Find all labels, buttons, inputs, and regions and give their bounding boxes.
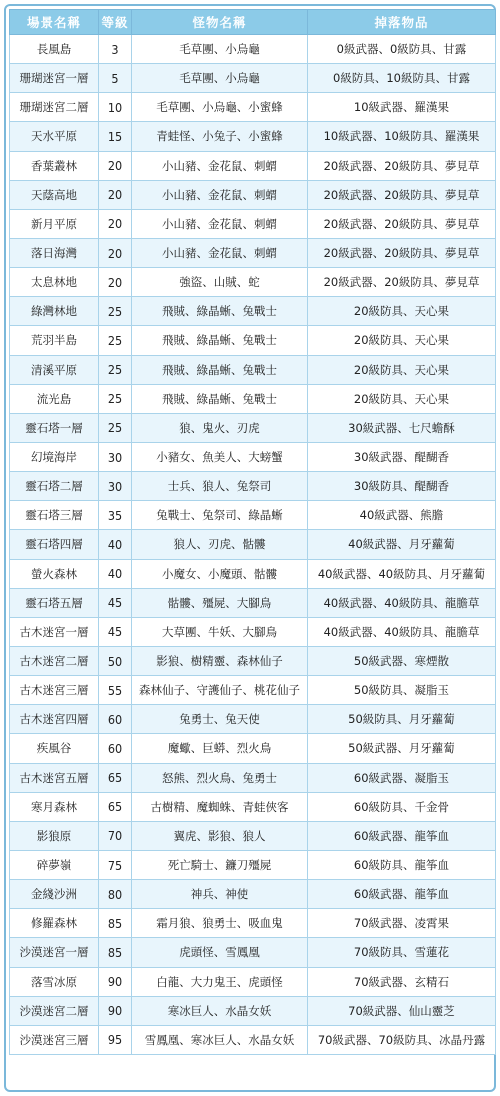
cell-monster-names: 死亡騎士、鐮刀殭屍 — [132, 850, 308, 879]
cell-monster-names: 影狼、樹精靈、森林仙子 — [132, 646, 308, 675]
cell-level: 25 — [99, 326, 132, 355]
cell-scene-name: 古木迷宮四層 — [10, 705, 99, 734]
table-row — [10, 355, 496, 384]
table-row — [10, 297, 496, 326]
cell-drop-items: 0級防具、10級防具、甘露 — [308, 64, 496, 93]
cell-scene-name: 天水平原 — [10, 122, 99, 151]
cell-monster-names: 小魔女、小魔頭、骷髏 — [132, 559, 308, 588]
cell-level: 20 — [99, 268, 132, 297]
cell-monster-names: 小山豬、金花鼠、刺蝟 — [132, 209, 308, 238]
cell-drop-items: 50級武器、月牙蘿蔔 — [308, 734, 496, 763]
cell-drop-items: 20級武器、20級防具、夢見草 — [308, 151, 496, 180]
cell-level: 80 — [99, 880, 132, 909]
cell-drop-items: 20級防具、天心果 — [308, 326, 496, 355]
table-row — [10, 967, 496, 996]
cell-scene-name: 沙漠迷宮二層 — [10, 996, 99, 1025]
cell-level: 85 — [99, 909, 132, 938]
cell-monster-names: 兔勇士、兔天使 — [132, 705, 308, 734]
cell-scene-name: 疾風谷 — [10, 734, 99, 763]
cell-monster-names: 大草團、牛妖、大腳鳥 — [132, 617, 308, 646]
table-row — [10, 530, 496, 559]
header-level: 等級 — [99, 10, 132, 35]
cell-scene-name: 荒羽半島 — [10, 326, 99, 355]
monster-drop-table — [9, 9, 496, 1055]
cell-level: 45 — [99, 588, 132, 617]
table-row — [10, 617, 496, 646]
table-row — [10, 821, 496, 850]
cell-scene-name: 螢火森林 — [10, 559, 99, 588]
table-row — [10, 646, 496, 675]
cell-drop-items: 20級武器、20級防具、夢見草 — [308, 209, 496, 238]
cell-drop-items: 50級防具、月牙蘿蔔 — [308, 705, 496, 734]
table-row — [10, 850, 496, 879]
cell-monster-names: 強盜、山賊、蛇 — [132, 268, 308, 297]
cell-scene-name: 靈石塔三層 — [10, 501, 99, 530]
cell-level: 25 — [99, 355, 132, 384]
cell-monster-names: 飛賊、綠晶蜥、兔戰士 — [132, 297, 308, 326]
cell-drop-items: 60級武器、凝脂玉 — [308, 763, 496, 792]
table-row — [10, 588, 496, 617]
cell-scene-name: 香葉叢林 — [10, 151, 99, 180]
table-row — [10, 501, 496, 530]
cell-drop-items: 30級武器、七尺蟾酥 — [308, 413, 496, 442]
cell-drop-items: 70級防具、雪蓮花 — [308, 938, 496, 967]
cell-drop-items: 40級武器、40級防具、龍膽草 — [308, 588, 496, 617]
cell-scene-name: 古木迷宮一層 — [10, 617, 99, 646]
table-row — [10, 180, 496, 209]
cell-level: 20 — [99, 209, 132, 238]
cell-monster-names: 飛賊、綠晶蜥、兔戰士 — [132, 384, 308, 413]
cell-drop-items: 40級武器、熊膽 — [308, 501, 496, 530]
cell-drop-items: 60級防具、千金骨 — [308, 792, 496, 821]
table-row — [10, 326, 496, 355]
table-row — [10, 938, 496, 967]
cell-monster-names: 霜月狼、狼勇士、吸血鬼 — [132, 909, 308, 938]
cell-drop-items: 70級武器、凌霄果 — [308, 909, 496, 938]
table-row — [10, 763, 496, 792]
table-row — [10, 209, 496, 238]
cell-scene-name: 靈石塔四層 — [10, 530, 99, 559]
header-monster-name: 怪物名稱 — [132, 10, 308, 35]
cell-monster-names: 毛草團、小烏龜 — [132, 64, 308, 93]
table-frame — [4, 4, 496, 1092]
cell-drop-items: 50級武器、寒煙散 — [308, 646, 496, 675]
cell-level: 35 — [99, 501, 132, 530]
cell-monster-names: 骷髏、殭屍、大腳鳥 — [132, 588, 308, 617]
cell-level: 65 — [99, 763, 132, 792]
cell-level: 50 — [99, 646, 132, 675]
cell-scene-name: 珊瑚迷宮二層 — [10, 93, 99, 122]
cell-level: 65 — [99, 792, 132, 821]
cell-scene-name: 長風島 — [10, 35, 99, 64]
cell-drop-items: 30級防具、醍醐香 — [308, 472, 496, 501]
cell-scene-name: 靈石塔一層 — [10, 413, 99, 442]
cell-monster-names: 古樹精、魔蜘蛛、青蛙俠客 — [132, 792, 308, 821]
cell-drop-items: 40級武器、月牙蘿蔔 — [308, 530, 496, 559]
table-row — [10, 122, 496, 151]
cell-level: 85 — [99, 938, 132, 967]
cell-scene-name: 靈石塔二層 — [10, 472, 99, 501]
cell-monster-names: 小豬女、魚美人、大螃蟹 — [132, 442, 308, 471]
cell-monster-names: 雪鳳凰、寒冰巨人、水晶女妖 — [132, 1025, 308, 1054]
header-drop-items: 掉落物品 — [308, 10, 496, 35]
cell-level: 40 — [99, 559, 132, 588]
cell-monster-names: 小山豬、金花鼠、刺蝟 — [132, 180, 308, 209]
cell-monster-names: 毛草團、小烏龜 — [132, 35, 308, 64]
cell-drop-items: 60級武器、龍筝血 — [308, 821, 496, 850]
cell-monster-names: 小山豬、金花鼠、刺蝟 — [132, 151, 308, 180]
cell-level: 15 — [99, 122, 132, 151]
table-row — [10, 268, 496, 297]
cell-scene-name: 金綫沙洲 — [10, 880, 99, 909]
cell-level: 10 — [99, 93, 132, 122]
cell-scene-name: 影狼原 — [10, 821, 99, 850]
cell-level: 90 — [99, 996, 132, 1025]
cell-drop-items: 10級武器、羅漢果 — [308, 93, 496, 122]
cell-monster-names: 小山豬、金花鼠、刺蝟 — [132, 238, 308, 267]
cell-drop-items: 30級武器、醍醐香 — [308, 442, 496, 471]
table-row — [10, 413, 496, 442]
table-row — [10, 151, 496, 180]
cell-level: 20 — [99, 180, 132, 209]
table-row — [10, 1025, 496, 1054]
cell-drop-items: 50級防具、凝脂玉 — [308, 676, 496, 705]
table-row — [10, 676, 496, 705]
cell-scene-name: 新月平原 — [10, 209, 99, 238]
cell-level: 40 — [99, 530, 132, 559]
table-row — [10, 64, 496, 93]
table-row — [10, 705, 496, 734]
cell-scene-name: 古木迷宮五層 — [10, 763, 99, 792]
cell-level: 30 — [99, 472, 132, 501]
cell-drop-items: 70級武器、仙山靈芝 — [308, 996, 496, 1025]
cell-monster-names: 飛賊、綠晶蜥、兔戰士 — [132, 355, 308, 384]
cell-level: 70 — [99, 821, 132, 850]
cell-scene-name: 靈石塔五層 — [10, 588, 99, 617]
cell-scene-name: 沙漠迷宮一層 — [10, 938, 99, 967]
table-row — [10, 792, 496, 821]
cell-drop-items: 60級防具、龍筝血 — [308, 850, 496, 879]
cell-level: 20 — [99, 238, 132, 267]
cell-level: 75 — [99, 850, 132, 879]
cell-level: 30 — [99, 442, 132, 471]
cell-level: 95 — [99, 1025, 132, 1054]
cell-level: 20 — [99, 151, 132, 180]
table-row — [10, 880, 496, 909]
cell-level: 55 — [99, 676, 132, 705]
cell-scene-name: 珊瑚迷宮一層 — [10, 64, 99, 93]
cell-monster-names: 青蛙怪、小兔子、小蜜蜂 — [132, 122, 308, 151]
cell-scene-name: 古木迷宮二層 — [10, 646, 99, 675]
cell-drop-items: 60級武器、龍筝血 — [308, 880, 496, 909]
cell-monster-names: 寒冰巨人、水晶女妖 — [132, 996, 308, 1025]
cell-drop-items: 0級武器、0級防具、甘露 — [308, 35, 496, 64]
table-row — [10, 35, 496, 64]
cell-drop-items: 20級防具、天心果 — [308, 384, 496, 413]
cell-scene-name: 天蔭高地 — [10, 180, 99, 209]
table-row — [10, 909, 496, 938]
cell-drop-items: 20級武器、20級防具、夢見草 — [308, 238, 496, 267]
cell-scene-name: 碎夢嶺 — [10, 850, 99, 879]
cell-scene-name: 古木迷宮三層 — [10, 676, 99, 705]
cell-monster-names: 狼、鬼火、刃虎 — [132, 413, 308, 442]
cell-scene-name: 落日海灣 — [10, 238, 99, 267]
table-row — [10, 472, 496, 501]
cell-monster-names: 翼虎、影狼、狼人 — [132, 821, 308, 850]
cell-level: 45 — [99, 617, 132, 646]
table-row — [10, 93, 496, 122]
cell-scene-name: 沙漠迷宮三層 — [10, 1025, 99, 1054]
cell-level: 25 — [99, 384, 132, 413]
cell-scene-name: 太息林地 — [10, 268, 99, 297]
table-row — [10, 238, 496, 267]
cell-drop-items: 40級武器、40級防具、月牙蘿蔔 — [308, 559, 496, 588]
cell-drop-items: 20級武器、20級防具、夢見草 — [308, 180, 496, 209]
cell-monster-names: 士兵、狼人、兔祭司 — [132, 472, 308, 501]
cell-scene-name: 綠灣林地 — [10, 297, 99, 326]
cell-drop-items: 20級防具、天心果 — [308, 355, 496, 384]
cell-monster-names: 白龍、大力鬼王、虎頭怪 — [132, 967, 308, 996]
cell-scene-name: 寒月森林 — [10, 792, 99, 821]
table-row — [10, 559, 496, 588]
table-row — [10, 996, 496, 1025]
cell-monster-names: 魔蠍、巨蟒、烈火鳥 — [132, 734, 308, 763]
table-row — [10, 734, 496, 763]
cell-monster-names: 狼人、刃虎、骷髏 — [132, 530, 308, 559]
cell-drop-items: 20級防具、天心果 — [308, 297, 496, 326]
cell-scene-name: 流光島 — [10, 384, 99, 413]
cell-monster-names: 毛草團、小烏龜、小蜜蜂 — [132, 93, 308, 122]
cell-monster-names: 神兵、神使 — [132, 880, 308, 909]
table-header-row — [10, 10, 496, 35]
cell-monster-names: 飛賊、綠晶蜥、兔戰士 — [132, 326, 308, 355]
cell-drop-items: 10級武器、10級防具、羅漢果 — [308, 122, 496, 151]
cell-monster-names: 森林仙子、守護仙子、桃花仙子 — [132, 676, 308, 705]
cell-drop-items: 70級武器、70級防具、冰晶丹露 — [308, 1025, 496, 1054]
cell-scene-name: 幻境海岸 — [10, 442, 99, 471]
cell-level: 3 — [99, 35, 132, 64]
cell-monster-names: 怒熊、烈火鳥、兔勇士 — [132, 763, 308, 792]
table-row — [10, 384, 496, 413]
cell-level: 60 — [99, 734, 132, 763]
cell-level: 25 — [99, 413, 132, 442]
cell-level: 25 — [99, 297, 132, 326]
cell-drop-items: 70級武器、玄精石 — [308, 967, 496, 996]
header-scene-name: 場景名稱 — [10, 10, 99, 35]
cell-scene-name: 落雪冰原 — [10, 967, 99, 996]
cell-drop-items: 40級武器、40級防具、龍膽草 — [308, 617, 496, 646]
cell-scene-name: 修羅森林 — [10, 909, 99, 938]
cell-level: 60 — [99, 705, 132, 734]
cell-scene-name: 清溪平原 — [10, 355, 99, 384]
cell-level: 5 — [99, 64, 132, 93]
cell-monster-names: 兔戰士、兔祭司、綠晶蜥 — [132, 501, 308, 530]
cell-level: 90 — [99, 967, 132, 996]
cell-monster-names: 虎頭怪、雪鳳凰 — [132, 938, 308, 967]
table-row — [10, 442, 496, 471]
cell-drop-items: 20級武器、20級防具、夢見草 — [308, 268, 496, 297]
